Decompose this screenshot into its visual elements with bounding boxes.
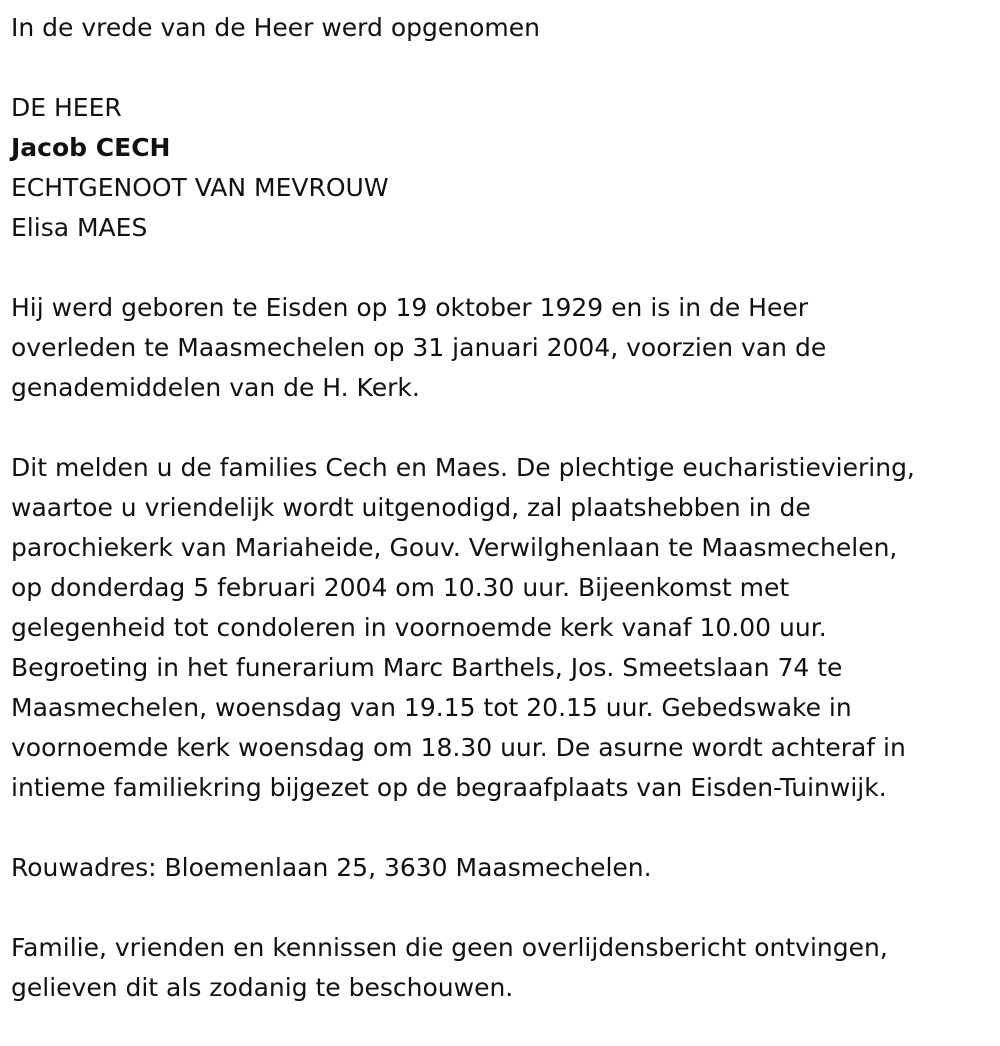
closing-paragraph [11, 928, 991, 1008]
paragraph-line: gelegenheid tot condoleren in voornoemde kerk vanaf 10.00 uur. [11, 613, 827, 642]
deceased-title: DE HEER [11, 93, 122, 122]
paragraph-line: Begroeting in het funerarium Marc Barthels, Jos. Smeetslaan 74 te [11, 653, 843, 682]
paragraph-line: Maasmechelen, woensdag van 19.15 tot 20.15 uur. Gebedswake in [11, 693, 852, 722]
spouse-name: Elisa MAES [11, 213, 148, 242]
paragraph-line: voornoemde kerk woensdag om 18.30 uur. De asurne wordt achteraf in [11, 733, 906, 762]
paragraph-line: Hij werd geboren te Eisden op 19 oktober 1929 en is in de Heer [11, 293, 809, 322]
paragraph-line: op donderdag 5 februari 2004 om 10.30 uur. Bijeenkomst met [11, 573, 790, 602]
obituary-notice [11, 8, 991, 1008]
paragraph-line: Familie, vrienden en kennissen die geen overlijdensbericht ontvingen, [11, 933, 888, 962]
spacer [11, 248, 991, 288]
intro-line: In de vrede van de Heer werd opgenomen [11, 13, 540, 42]
service-paragraph [11, 448, 991, 808]
paragraph-line: gelieven dit als zodanig te beschouwen. [11, 973, 514, 1002]
paragraph-line: Dit melden u de families Cech en Maes. De plechtige eucharistieviering, [11, 453, 915, 482]
paragraph-line: genademiddelen van de H. Kerk. [11, 373, 420, 402]
paragraph-line: intieme familiekring bijgezet op de begraafplaats van Eisden-Tuinwijk. [11, 773, 887, 802]
spouse-label: ECHTGENOOT VAN MEVROUW [11, 173, 389, 202]
birth-death-paragraph [11, 288, 991, 408]
paragraph-line: overleden te Maasmechelen op 31 januari 2004, voorzien van de [11, 333, 827, 362]
deceased-name: Jacob CECH [11, 133, 171, 162]
spacer [11, 408, 991, 448]
paragraph-line: parochiekerk van Mariaheide, Gouv. Verwilghenlaan te Maasmechelen, [11, 533, 898, 562]
spacer [11, 48, 991, 88]
paragraph-line: waartoe u vriendelijk wordt uitgenodigd, zal plaatshebben in de [11, 493, 811, 522]
spacer [11, 808, 991, 848]
spacer [11, 888, 991, 928]
mourning-address: Rouwadres: Bloemenlaan 25, 3630 Maasmechelen. [11, 853, 652, 882]
